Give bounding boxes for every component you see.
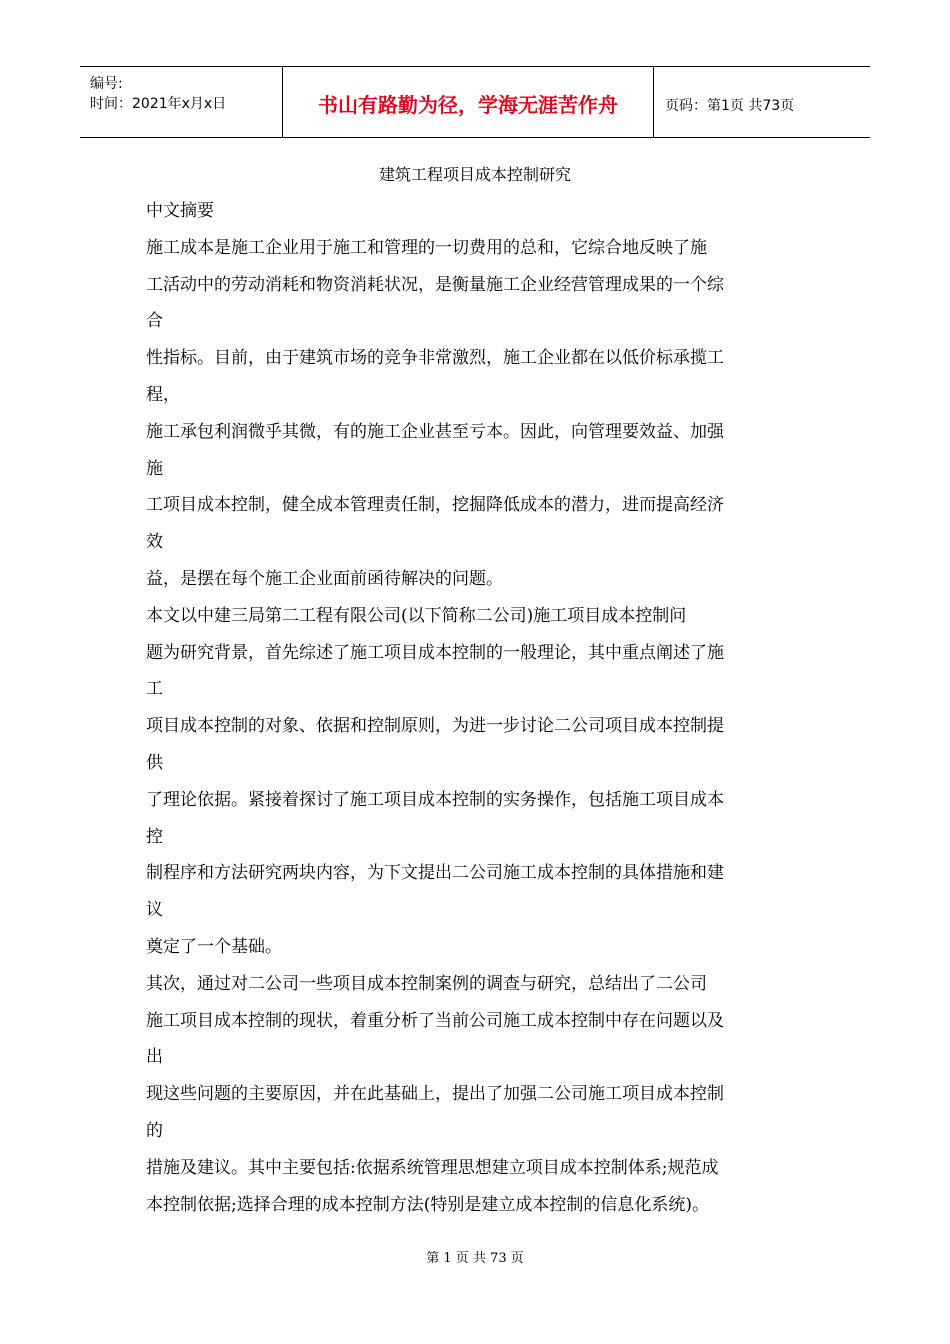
body-line: 施工项目成本控制的现状，着重分析了当前公司施工成本控制中存在问题以及 <box>146 1010 724 1031</box>
body-line: 措施及建议。其中主要包括:依据系统管理思想建立项目成本控制体系;规范成 <box>146 1157 719 1178</box>
header-motto-cell <box>282 67 654 137</box>
header-right-cell <box>655 67 870 137</box>
document-body <box>146 193 816 1223</box>
body-line: 程， <box>146 384 180 405</box>
body-line: 供 <box>146 752 163 773</box>
body-line: 工活动中的劳动消耗和物资消耗状况，是衡量施工企业经营管理成果的一个综 <box>146 274 724 295</box>
body-line: 议 <box>146 900 163 921</box>
body-line: 题为研究背景，首先综述了施工项目成本控制的一般理论，其中重点阐述了施 <box>146 642 724 663</box>
body-line: 施工成本是施工企业用于施工和管理的一切费用的总和，它综合地反映了施 <box>146 237 707 258</box>
number-label: 编号: <box>90 76 123 92</box>
body-line: 工 <box>146 679 163 700</box>
body-line: 制程序和方法研究两块内容，为下文提出二公司施工成本控制的具体措施和建 <box>146 863 724 884</box>
body-line: 施工承包利润微乎其微，有的施工企业甚至亏本。因此，向管理要效益、加强 <box>146 421 724 442</box>
page-header <box>80 66 870 138</box>
body-line: 出 <box>146 1047 163 1068</box>
time-label: 时间：2021年x月x日 <box>90 96 227 112</box>
body-line: 奠定了一个基础。 <box>146 936 282 957</box>
body-line: 效 <box>146 532 163 553</box>
body-line: 益，是摆在每个施工企业面前函待解决的问题。 <box>146 568 503 589</box>
body-line: 本文以中建三局第二工程有限公司(以下简称二公司)施工项目成本控制问 <box>146 605 687 626</box>
body-line: 施 <box>146 458 163 479</box>
body-line: 控 <box>146 826 163 847</box>
body-line: 中文摘要 <box>146 201 214 221</box>
page-footer: 第 1 页 共 73 页 <box>426 1251 524 1266</box>
body-line: 项目成本控制的对象、依据和控制原则，为进一步讨论二公司项目成本控制提 <box>146 716 724 737</box>
body-line: 合 <box>146 311 163 332</box>
motto-text: 书山有路勤为径，学海无涯苦作舟 <box>318 93 618 117</box>
body-line: 性指标。目前，由于建筑市场的竞争非常激烈，施工企业都在以低价标承揽工 <box>146 348 724 369</box>
body-line: 的 <box>146 1120 163 1141</box>
header-left-cell <box>80 67 280 137</box>
page-info: 页码：第1页 共73页 <box>665 98 795 114</box>
body-line: 其次，通过对二公司一些项目成本控制案例的调查与研究，总结出了二公司 <box>146 973 707 994</box>
body-line: 现这些问题的主要原因，并在此基础上，提出了加强二公司施工项目成本控制 <box>146 1084 724 1105</box>
body-line: 工项目成本控制，健全成本管理责任制，挖掘降低成本的潜力，进而提高经济 <box>146 495 724 516</box>
document-title: 建筑工程项目成本控制研究 <box>378 165 571 184</box>
body-line: 本控制依据;选择合理的成本控制方法(特别是建立成本控制的信息化系统)。 <box>146 1194 709 1215</box>
body-line: 了理论依据。紧接着探讨了施工项目成本控制的实务操作，包括施工项目成本 <box>146 789 724 810</box>
